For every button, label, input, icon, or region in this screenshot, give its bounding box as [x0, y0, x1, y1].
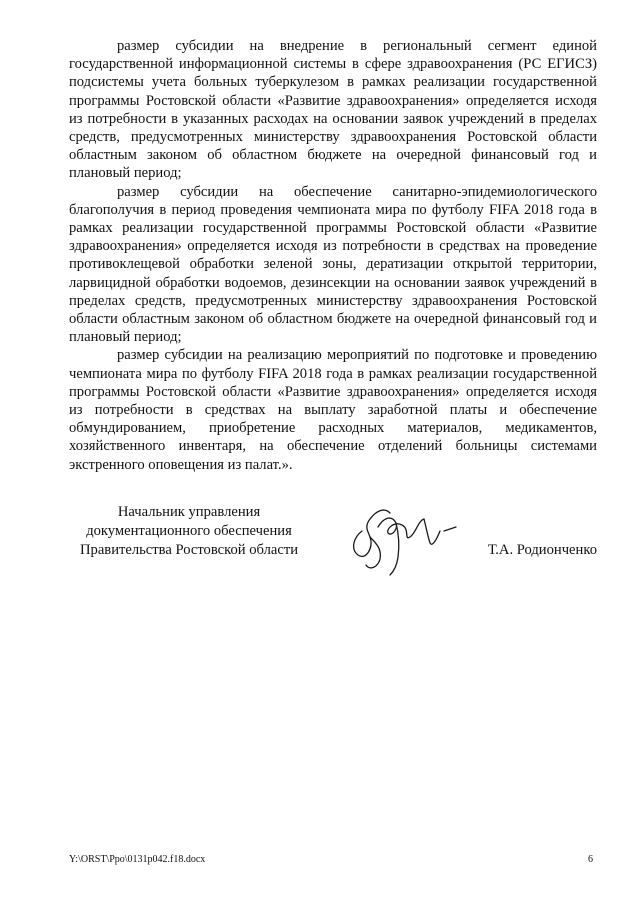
signatory-title: [69, 503, 309, 560]
footer-file-path: Y:\ORST\Ppo\0131p042.f18.docx: [69, 854, 206, 865]
signatory-title-line-1: Начальник управления: [117, 504, 261, 520]
signatory-name: Т.А. Родионченко: [487, 542, 597, 558]
signatory-title-line-3: Правительства Ростовской области: [79, 542, 299, 558]
paragraph-subsidy-sanitary: размер субсидии на обеспечение санитарно-эпидемиологического благополучия в период проведения чемпионата мира по футболу FIFA 2018 года в рамках реализации государственной программы Ростовской области «Развитие здравоохранения» определяется исходя из потребности в средствах на проведение противоклещевой обработки зеленой зоны, дератизации открытой территории, ларвицидной обработки водоемов, дезинсекции на основании заявок учреждений в пределах средств, предусмотренных министерству здравоохранения Ростовской области областным законом об областном бюджете на очередной финансовый год и плановый период;: [69, 183, 597, 346]
handwritten-signature: [340, 497, 460, 577]
body-text: [69, 37, 597, 474]
paragraph-subsidy-egisz: размер субсидии на внедрение в региональный сегмент единой государственной информационной системы в сфере здравоохранения (РС ЕГИСЗ) подсистемы учета больных туберкулезом в рамках реализации государственной программы Ростовской области «Развитие здравоохранения» определяется исходя из потребности в указанных расходах на основании заявок учреждений в пределах средств, предусмотренных министерству здравоохранения Ростовской области областным законом об областном бюджете на очередной финансовый год и плановый период;: [69, 38, 597, 182]
paragraph-subsidy-fifa: размер субсидии на реализацию мероприятий по подготовке и проведению чемпионата мира по футболу FIFA 2018 года в рамках реализации государственной программы Ростовской области «Развитие здравоохранения» определяется исходя из потребности в средствах на выплату заработной платы и обеспечение обмундированием, приобретение расходных материалов, медикаментов, хозяйственного инвентаря, на обеспечение отделений больницы системами экстренного оповещения из палат.».: [69, 347, 597, 473]
footer-page-number: 6: [588, 854, 593, 865]
signatory-title-line-2: документационного обеспечения: [86, 523, 292, 539]
